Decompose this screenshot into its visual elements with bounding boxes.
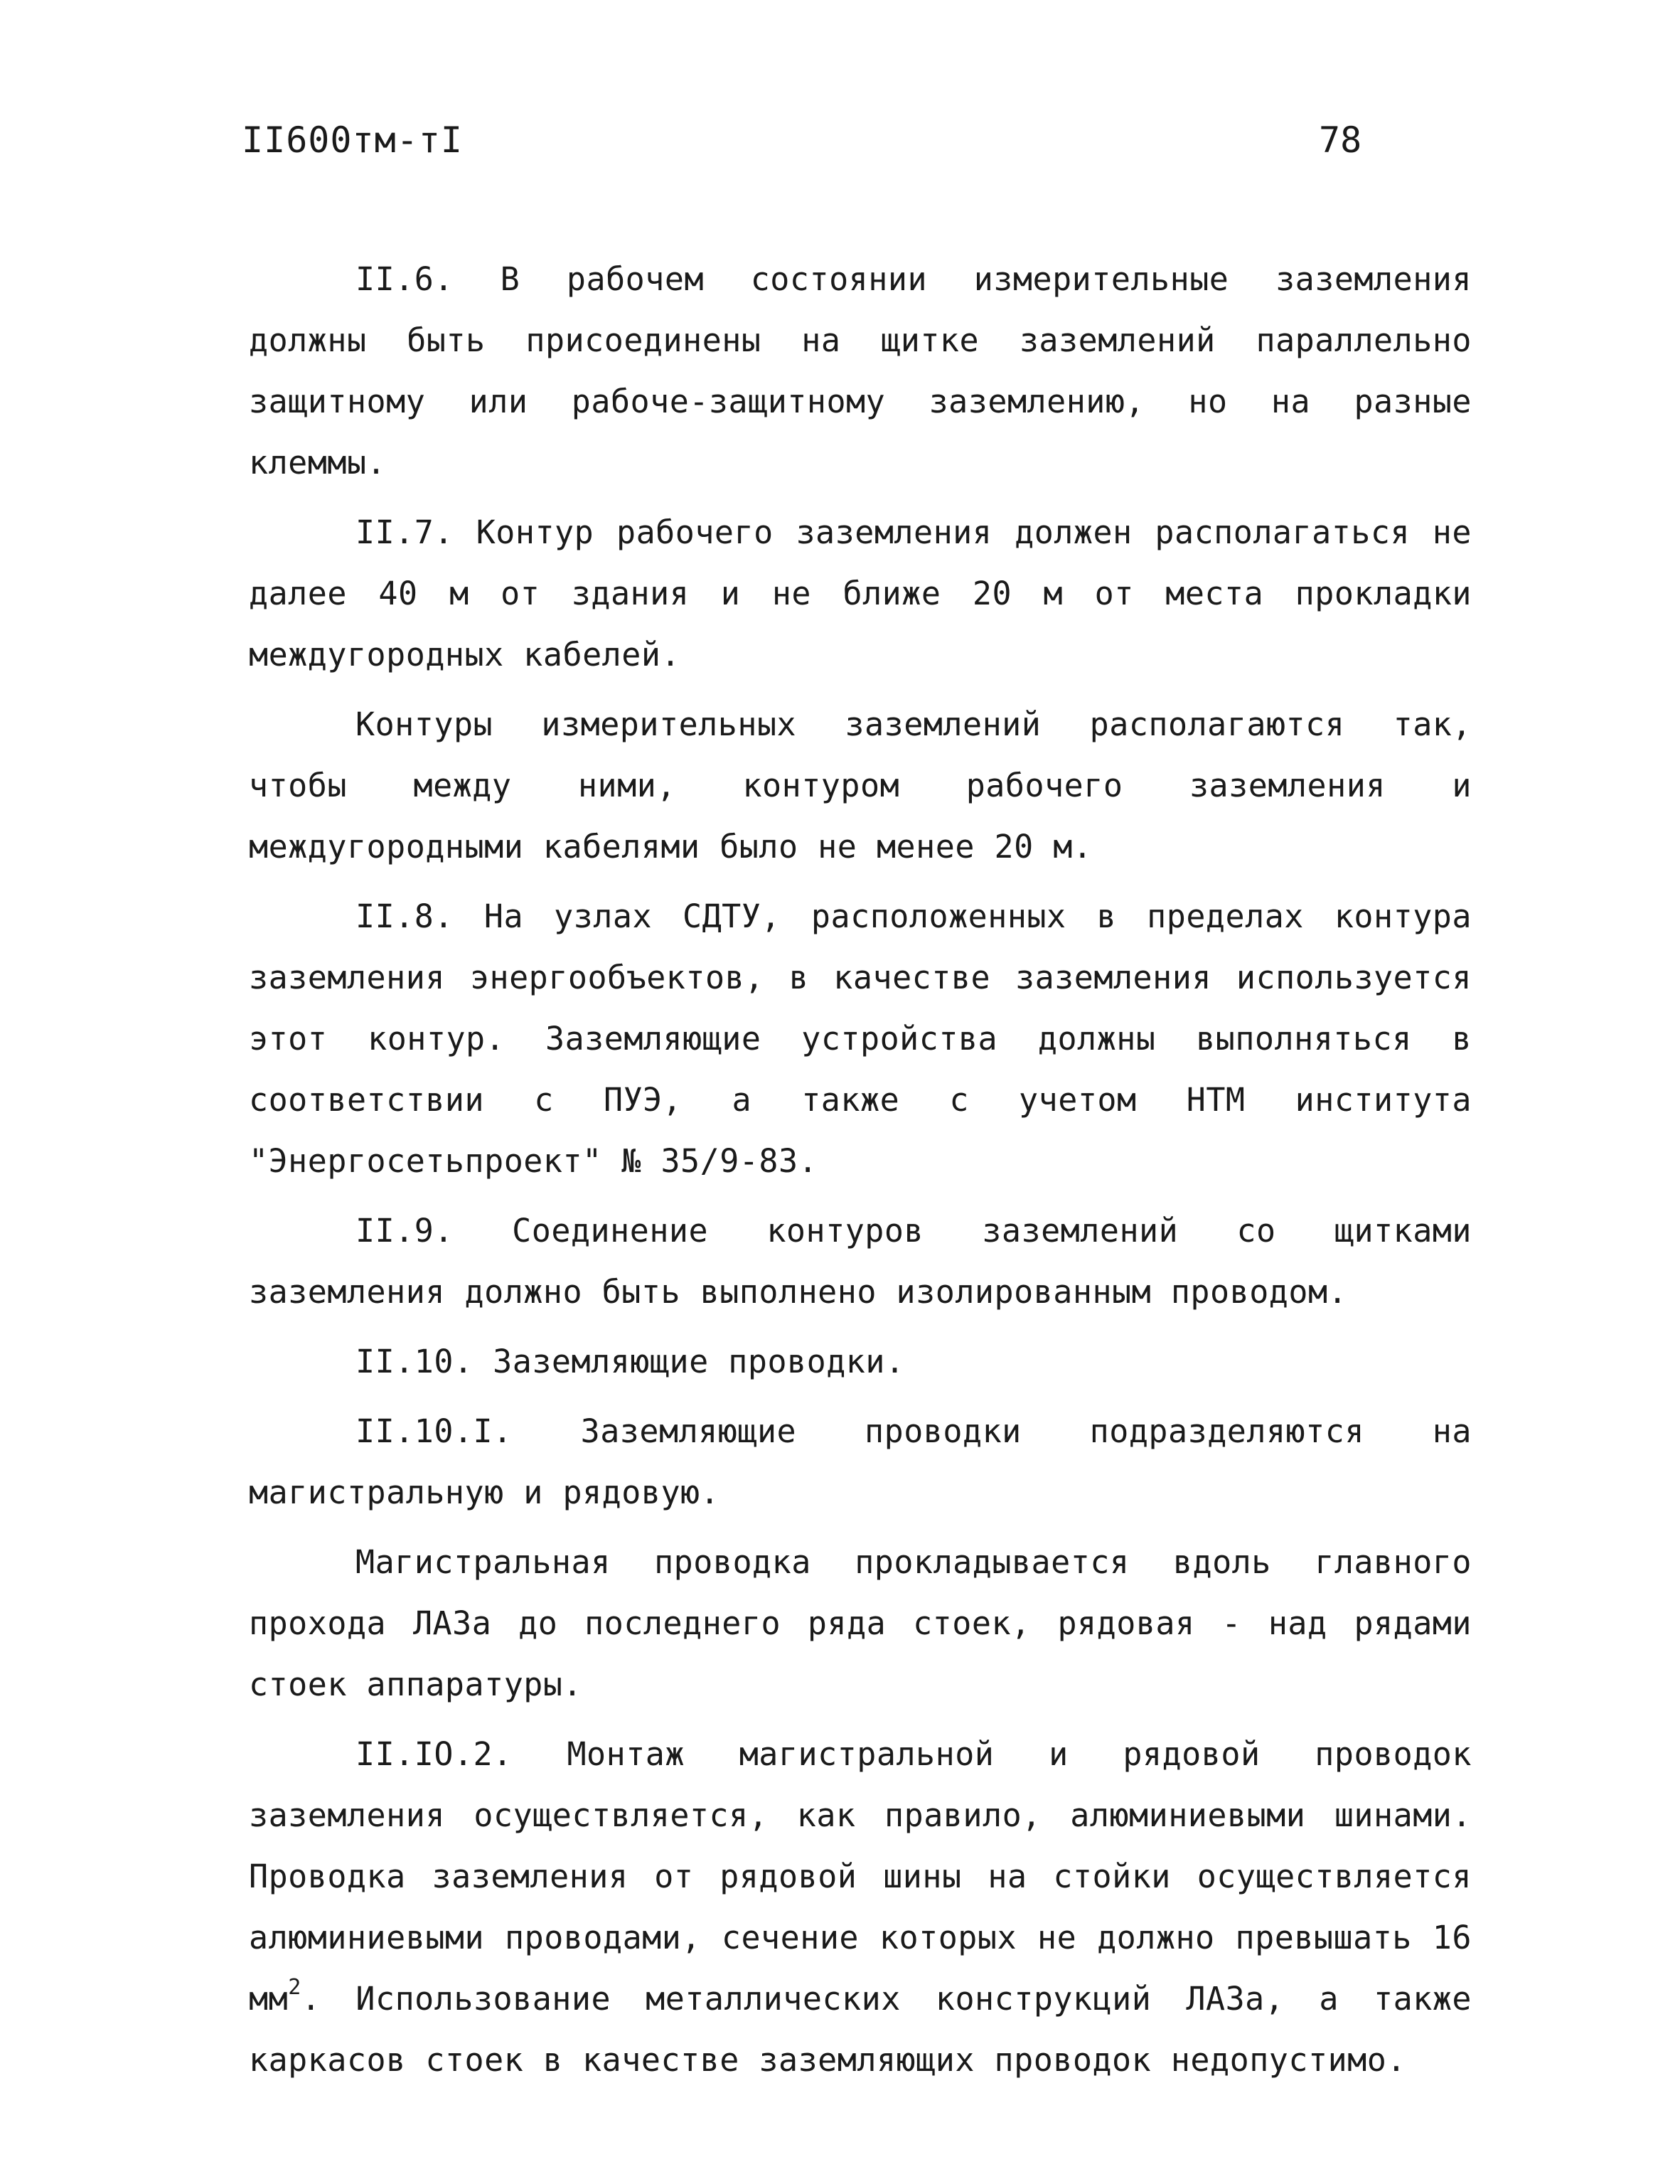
paragraph-11-10-2-tail: . Использование металлических конструкций ЛАЗа, а также каркасов стоек в качестве заземляющих проводок недопустимо. [249,1980,1472,2079]
page-number: 78 [1319,119,1362,161]
paragraph-11-9: II.9. Соединение контуров заземлений со щитками заземления должно быть выполнено изолированным проводом. [249,1212,1472,1311]
document-body [249,249,1472,2091]
document-code: II600тм-тI [242,119,464,161]
square-superscript: 2 [288,1975,301,2000]
paragraph-measuring-contours: Контуры измерительных заземлений располагаются так, чтобы между ними, контуром рабочего заземления и междугородными кабелями было не менее 20 м. [249,705,1472,865]
paragraph-11-7: II.7. Контур рабочего заземления должен располагаться не далее 40 м от здания и не ближе 20 м от места прокладки междугородных кабелей. [249,513,1472,673]
paragraph-11-10-2-text: II.IO.2. Монтаж магистральной и рядовой проводок заземления осуществляется, как правило, алюминиевыми шинами. Проводка заземления от рядовой шины на стойки осуществляется алюминиевыми проводами, сечение которых не должно превышать 16 мм [249,1735,1472,2018]
paragraph-trunk-wiring: Магистральная проводка прокладывается вдоль главного прохода ЛАЗа до последнего ряда стоек, рядовая - над рядами стоек аппаратуры. [249,1543,1472,1703]
paragraph-11-8: II.8. На узлах СДТУ, расположенных в пределах контура заземления энергообъектов, в качестве заземления используется этот контур. Заземляющие устройства должны выполняться в соответствии с ПУЭ, а также с учетом НТМ института "Энергосетьпроект" № 35/9-83. [249,897,1472,1180]
paragraph-11-10-2 [249,1724,1472,2091]
paragraph-11-10: II.10. Заземляющие проводки. [355,1343,905,1380]
paragraph-11-10-1: II.10.I. Заземляющие проводки подразделяются на магистральную и рядовую. [249,1412,1472,1511]
paragraph-11-6: II.6. В рабочем состоянии измерительные заземления должны быть присоединены на щитке заземлений параллельно защитному или рабоче-защитному заземлению, но на разные клеммы. [249,260,1472,481]
